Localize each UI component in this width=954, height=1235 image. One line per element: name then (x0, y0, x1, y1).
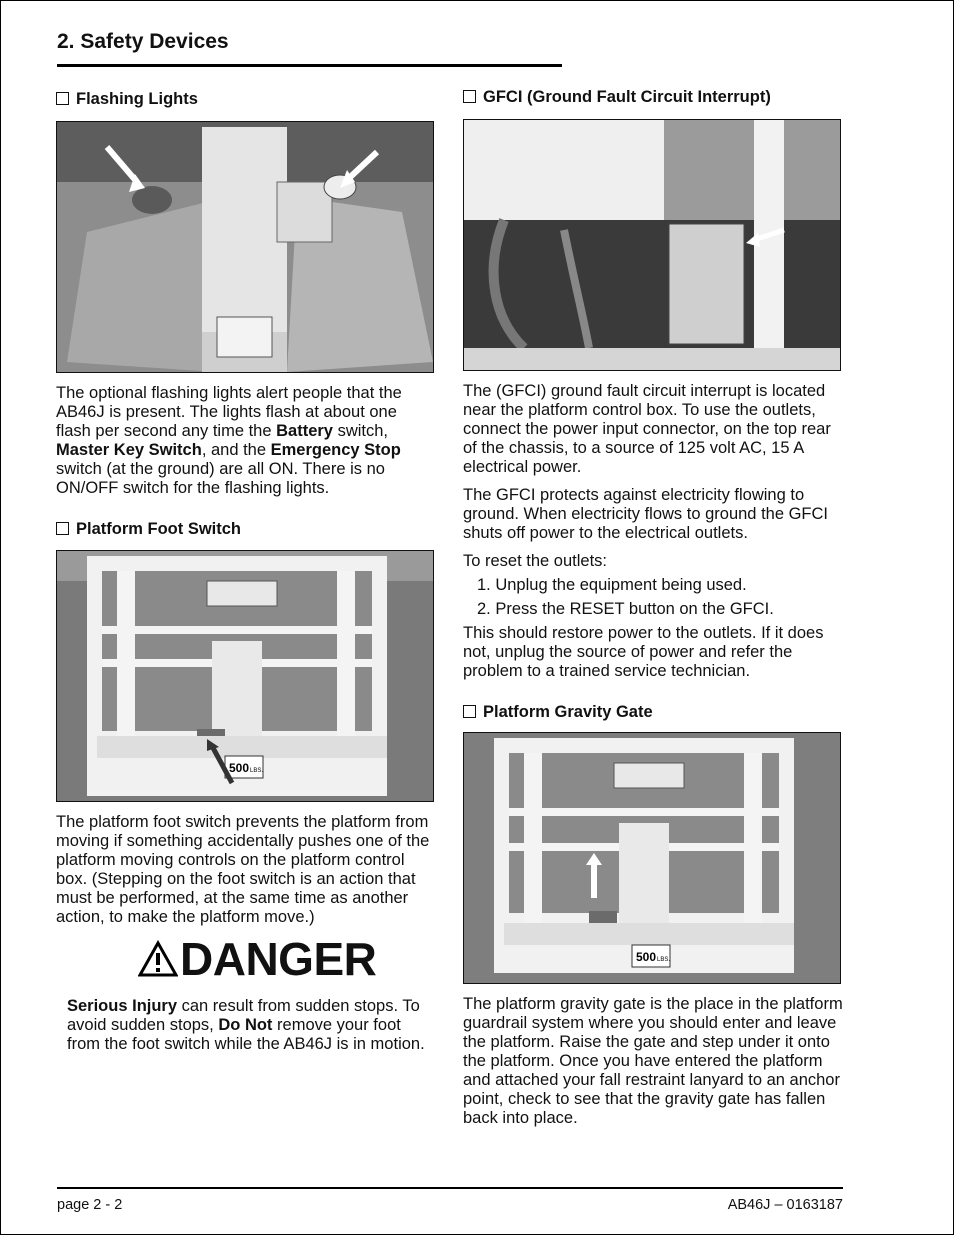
left-column (56, 88, 436, 1054)
reset-intro: To reset the outlets: (463, 552, 607, 570)
gravity-gate-photo (463, 732, 841, 984)
gfci-photo (463, 119, 841, 371)
foot-switch-heading: Platform Foot Switch (56, 518, 436, 540)
title-rule (57, 64, 562, 67)
page-number: page 2 - 2 (57, 1197, 123, 1213)
reset-steps (463, 576, 843, 619)
document-id: AB46J – 0163187 (727, 1197, 843, 1213)
reset-step: 1. Unplug the equipment being used. (477, 576, 747, 594)
gravity-gate-text: The platform gravity gate is the place in the platform guardrail system where you should enter and leave the platform. Raise the gate and step under it onto the platform. Once you have entered the platform and attached your fall restraint lanyard to an anchor point, check to see that the gravity gate has fallen back into place. (463, 995, 843, 1127)
gfci-heading: GFCI (Ground Fault Circuit Interrupt) (463, 86, 843, 108)
gfci-text-1: The (GFCI) ground fault circuit interrupt is located near the platform control box. To use the outlets, connect the power input connector, on the top rear of the chassis, to a source of 125 volt AC, 15 A electrical power. (463, 382, 831, 476)
foot-switch-photo (56, 550, 434, 802)
capacity-label-lbs: LBS. (657, 957, 671, 963)
danger-banner (138, 933, 436, 985)
gfci-text-3: This should restore power to the outlets. If it does not, unplug the source of power and refer the problem to a trained service technician. (463, 624, 824, 680)
flashing-lights-photo (56, 121, 434, 373)
danger-message: Serious Injury can result from sudden stops. To avoid sudden stops, Do Not remove your foot from the foot switch while the AB46J is in motion. (67, 997, 425, 1053)
reset-step: 2. Press the RESET button on the GFCI. (477, 600, 774, 618)
gfci-text-2: The GFCI protects against electricity flowing to ground. When electricity flows to ground the GFCI shuts off power to the electrical outlets. (463, 486, 828, 542)
flashing-lights-heading: Flashing Lights (56, 88, 436, 110)
footer-rule (57, 1187, 843, 1189)
checkbox-icon (463, 705, 476, 718)
capacity-label-lbs: LBS. (250, 768, 264, 774)
checkbox-icon (56, 92, 69, 105)
checkbox-icon (463, 90, 476, 103)
checkbox-icon (56, 522, 69, 535)
danger-word: DANGER (180, 933, 377, 985)
foot-switch-text: The platform foot switch prevents the platform from moving if something accidentally pushes one of the platform moving controls on the platform control box. (Stepping on the foot switch is an action that must be performed, at the same time as another action, to make the platform move.) (56, 813, 430, 926)
capacity-label-500: 500 (636, 950, 657, 964)
capacity-label-500: 500 (229, 761, 250, 775)
section-title: 2. Safety Devices (57, 30, 229, 53)
flashing-lights-text: The optional flashing lights alert people that the AB46J is present. The lights flash at about one flash per second any time the Battery switch, Master Key Switch, and the Emergency Stop switch (at the ground) are all ON. There is no ON/OFF switch for the flashing lights. (56, 384, 402, 497)
gravity-gate-heading: Platform Gravity Gate (463, 701, 843, 723)
warning-triangle-icon (138, 940, 178, 978)
right-column (463, 86, 843, 1128)
